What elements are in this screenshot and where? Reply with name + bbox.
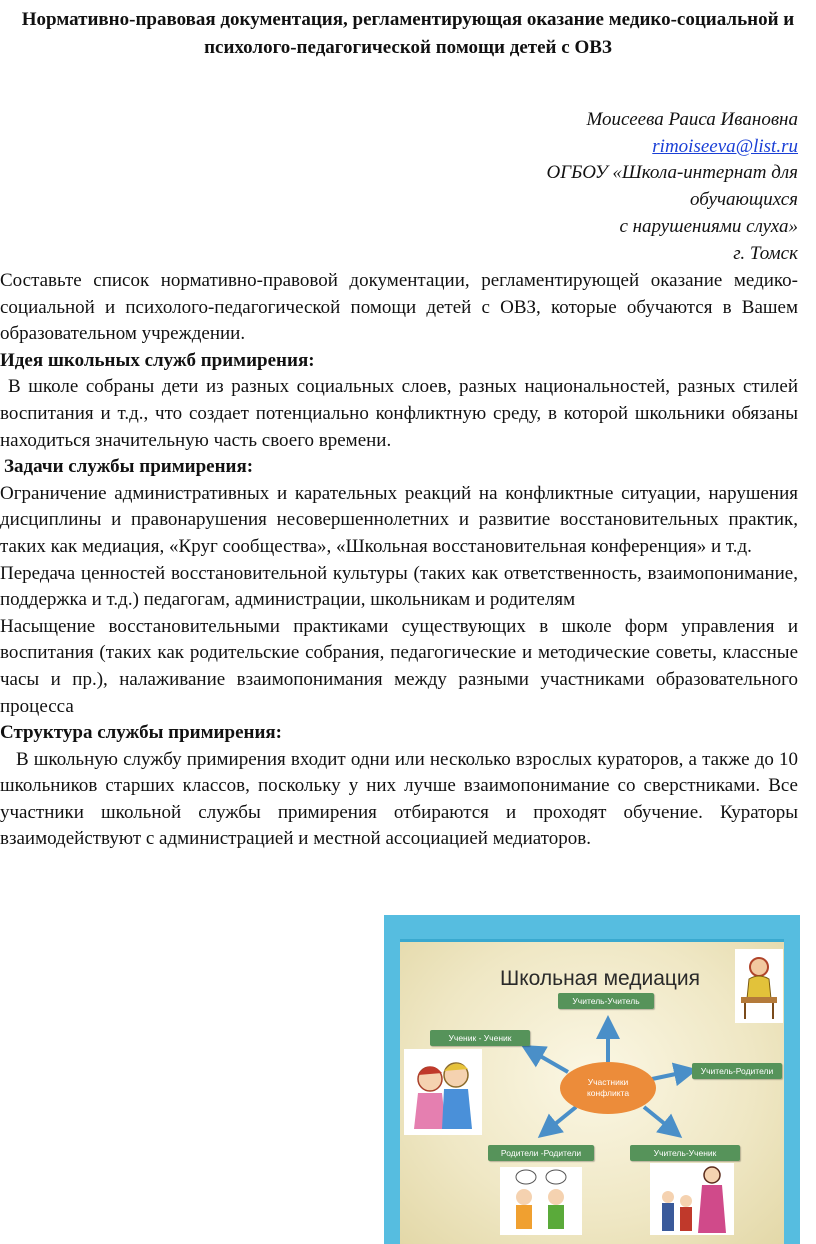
slide-title: Школьная медиация [500,967,701,990]
author-org-line1: ОГБОУ «Школа-интернат для [546,162,798,184]
school-mediation-slide [384,915,800,1244]
task-paragraph-2: Передача ценностей восстановительной культуры (таких как ответственность, взаимопонимание, поддержка и т.д.) педагогам, администрации, школьникам и родителям [0,562,798,611]
idea-paragraph: В школе собраны дети из разных социальных слоев, разных национальностей, разных стилей воспитания и т.д., что создает потенциально конфликтную среду, в которой школьники обязаны находиться значительную часть своего времени. [0,376,798,451]
center-conflict-participants [560,1062,656,1114]
parents-illustration [500,1167,582,1235]
author-block [438,107,798,267]
author-org-line2: обучающихся [689,189,798,211]
author-org-line3: с нарушениями слуха» [619,215,798,237]
node-teacher-student: Учитель-Ученик [630,1145,740,1161]
node-student-student: Ученик - Ученик [430,1030,530,1046]
author-city: г. Томск [733,242,798,264]
intro-paragraph: Составьте список нормативно-правовой документации, регламентирующей оказание медико-социальной и психолого-педагогической помощи детей с ОВЗ, которые обучаются в Вашем образовательном учреждении. [0,270,798,345]
teacher-desk-illustration [735,949,783,1023]
center-label-line2: конфликта [586,1088,630,1098]
arrow-to-teacher-student [644,1107,676,1133]
node-teacher-parents: Учитель-Родители [692,1063,782,1079]
task-paragraph-3: Насыщение восстановительными практиками существующих в школе форм управления и воспитания (таких как родительские собрания, педагогические и методические советы, классные часы и пр.), налаживание взаимопонимания между разными участниками образовательного процесса [0,615,798,717]
structure-paragraph: В школьную службу примирения входит одни или несколько взрослых кураторов, а также до 10 школьников старших классов, поскольку у них лучше взаимопонимание со сверстниками. Все участники школьной службы примирения отбираются и проходят обучение. Кураторы взаимодействуют с администрацией и местной ассоциацией медиаторов. [0,748,798,850]
author-email-link[interactable]: rimoiseeva@list.ru [652,135,798,157]
center-label-line1: Участники [587,1077,629,1087]
document-body [0,268,798,853]
arrow-to-teacher-parents [652,1071,690,1079]
teacher-students-illustration [650,1163,734,1235]
document-title: Нормативно-правовая документация, регламентирующая оказание медико-социальной и психолого-педагогической помощи детей с ОВЗ [21,9,795,58]
idea-heading: Идея школьных служб примирения: [0,349,315,371]
structure-heading: Структура службы примирения: [0,722,283,744]
kids-conflict-illustration [404,1049,482,1135]
tasks-heading: Задачи службы примирения: [4,456,254,478]
task-paragraph-1: Ограничение административных и карательных реакций на конфликтные ситуации, нарушения дисциплины и правонарушения несовершеннолетних и развитие восстановительных практик, таких как медиация, «Круг сообщества», «Школьная восстановительная конференция» и т.д. [0,482,798,557]
arrow-to-student-student [528,1049,568,1072]
node-teacher-teacher: Учитель-Учитель [558,993,654,1009]
author-name: Моисеева Раиса Ивановна [586,109,798,130]
arrow-to-parents-parents [544,1107,576,1133]
node-parents-parents: Родители -Родители [488,1145,594,1161]
slide-content [400,939,784,1244]
